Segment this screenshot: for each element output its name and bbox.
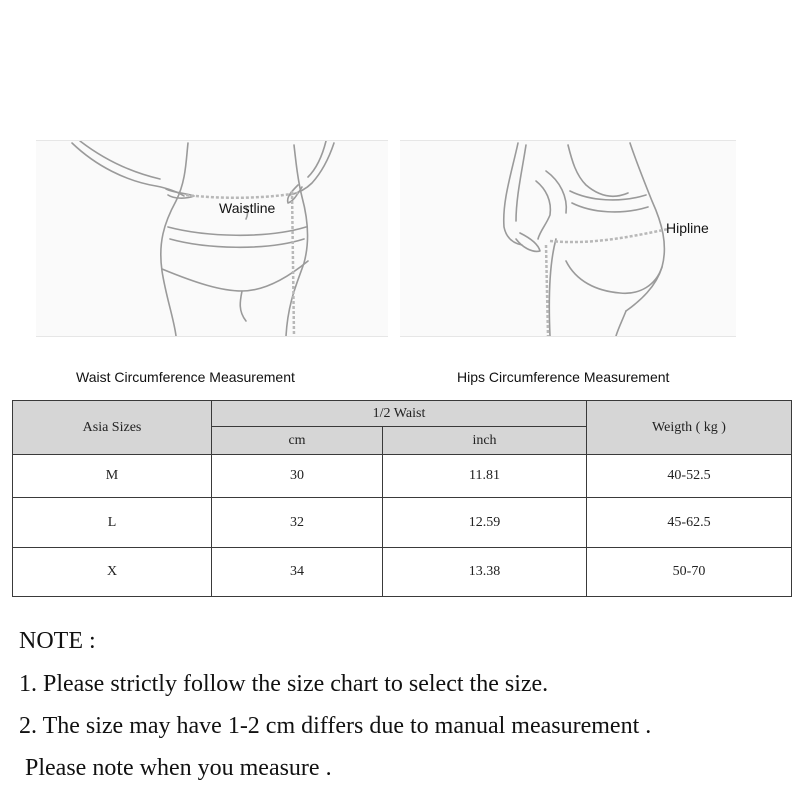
hips-measurement-illustration bbox=[400, 140, 736, 337]
note-line-1: 1. Please strictly follow the size chart to select the size. bbox=[19, 671, 549, 697]
hips-measurement-caption: Hips Circumference Measurement bbox=[457, 369, 670, 385]
cell-size: X bbox=[13, 547, 212, 596]
cell-size: M bbox=[13, 455, 212, 498]
header-inch: inch bbox=[383, 427, 587, 455]
cell-inch: 12.59 bbox=[383, 498, 587, 547]
cell-cm: 32 bbox=[212, 498, 383, 547]
waist-measurement-illustration bbox=[36, 140, 388, 337]
header-half-waist: 1/2 Waist bbox=[212, 401, 587, 427]
cell-weight: 50-70 bbox=[587, 547, 792, 596]
waistline-label: Waistline bbox=[219, 200, 276, 216]
waist-figure-drawing bbox=[36, 141, 388, 336]
hips-figure-drawing bbox=[400, 141, 736, 336]
note-title: NOTE : bbox=[19, 628, 96, 654]
hipline-label: Hipline bbox=[666, 220, 709, 236]
waist-measurement-caption: Waist Circumference Measurement bbox=[76, 369, 295, 385]
header-weight: Weigth ( kg ) bbox=[587, 401, 792, 455]
table-row bbox=[13, 498, 792, 547]
cell-inch: 11.81 bbox=[383, 455, 587, 498]
table-header-row bbox=[13, 401, 792, 427]
cell-weight: 45-62.5 bbox=[587, 498, 792, 547]
cell-cm: 30 bbox=[212, 455, 383, 498]
table-row bbox=[13, 547, 792, 596]
cell-cm: 34 bbox=[212, 547, 383, 596]
size-chart-table bbox=[12, 400, 792, 597]
table-row bbox=[13, 455, 792, 498]
cell-size: L bbox=[13, 498, 212, 547]
note-line-3: Please note when you measure . bbox=[19, 755, 332, 781]
header-cm: cm bbox=[212, 427, 383, 455]
cell-inch: 13.38 bbox=[383, 547, 587, 596]
header-asia-sizes: Asia Sizes bbox=[13, 401, 212, 455]
note-line-2: 2. The size may have 1-2 cm differs due to manual measurement . bbox=[19, 713, 652, 739]
cell-weight: 40-52.5 bbox=[587, 455, 792, 498]
